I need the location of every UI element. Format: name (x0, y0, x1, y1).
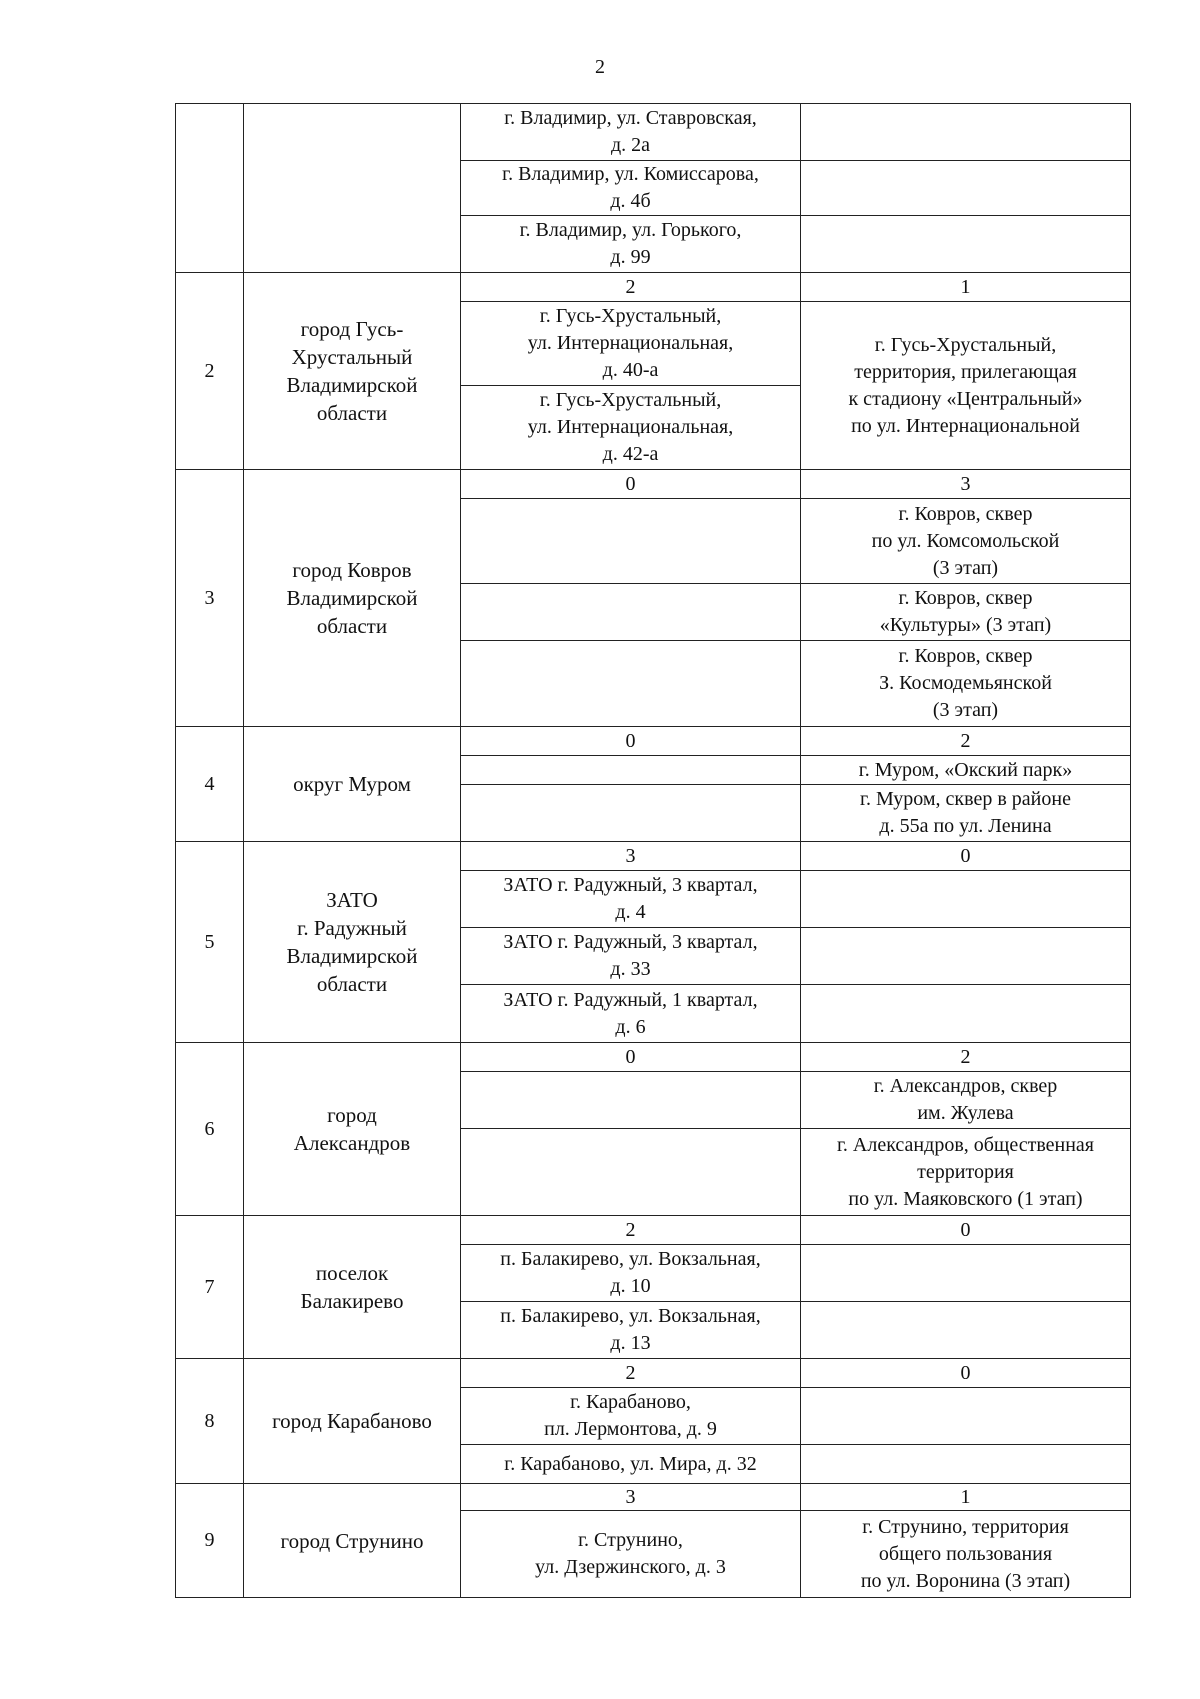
address-cell (461, 1129, 801, 1216)
count-right: 1 (801, 273, 1131, 302)
address-cell: ЗАТО г. Радужный, 1 квартал, д. 6 (461, 985, 801, 1043)
count-left: 0 (461, 1043, 801, 1072)
row-number: 4 (176, 727, 244, 842)
territory-cell (801, 1302, 1131, 1359)
table-row (176, 470, 1131, 499)
address-cell (461, 1072, 801, 1129)
municipality-name: город Ковров Владимирской области (244, 470, 461, 727)
address-cell (461, 499, 801, 584)
territory-cell (801, 1388, 1131, 1445)
territory-cell: г. Александров, сквер им. Жулева (801, 1072, 1131, 1129)
count-right: 0 (801, 1216, 1131, 1245)
municipality-name: город Струнино (244, 1484, 461, 1598)
address-cell: п. Балакирево, ул. Вокзальная, д. 10 (461, 1245, 801, 1302)
count-left: 2 (461, 1359, 801, 1388)
territory-cell: г. Ковров, сквер по ул. Комсомольской (3 этап) (801, 499, 1131, 584)
territory-cell (801, 871, 1131, 928)
row-number: 8 (176, 1359, 244, 1484)
address-cell: г. Карабаново, пл. Лермонтова, д. 9 (461, 1388, 801, 1445)
count-right: 2 (801, 727, 1131, 756)
count-right: 2 (801, 1043, 1131, 1072)
table-row (176, 842, 1131, 871)
territory-cell (801, 928, 1131, 985)
count-left: 2 (461, 1216, 801, 1245)
page-number: 2 (595, 56, 605, 78)
table-row (176, 1359, 1131, 1388)
address-cell: г. Гусь-Хрустальный, ул. Интернациональная, д. 40-а (461, 302, 801, 386)
table-row (176, 1043, 1131, 1072)
territory-cell (801, 985, 1131, 1043)
municipality-name: город Гусь- Хрустальный Владимирской области (244, 273, 461, 470)
count-right: 0 (801, 1359, 1131, 1388)
territory-cell: г. Ковров, сквер «Культуры» (3 этап) (801, 584, 1131, 641)
territory-cell (801, 1245, 1131, 1302)
count-left: 0 (461, 470, 801, 499)
municipality-name: ЗАТО г. Радужный Владимирской области (244, 842, 461, 1043)
address-cell (461, 785, 801, 842)
territory-cell (801, 161, 1131, 216)
municipality-name: поселок Балакирево (244, 1216, 461, 1359)
address-cell: г. Струнино, ул. Дзержинского, д. 3 (461, 1511, 801, 1598)
address-cell: ЗАТО г. Радужный, 3 квартал, д. 4 (461, 871, 801, 928)
address-cell: г. Гусь-Хрустальный, ул. Интернациональная, д. 42-а (461, 386, 801, 470)
address-cell (461, 584, 801, 641)
territory-cell (801, 104, 1131, 161)
address-cell: п. Балакирево, ул. Вокзальная, д. 13 (461, 1302, 801, 1359)
address-cell: г. Карабаново, ул. Мира, д. 32 (461, 1445, 801, 1484)
territory-cell: г. Гусь-Хрустальный, территория, прилегающая к стадиону «Центральный» по ул. Интернациональной (801, 302, 1131, 470)
count-right: 0 (801, 842, 1131, 871)
territory-cell: г. Александров, общественная территория по ул. Маяковского (1 этап) (801, 1129, 1131, 1216)
territory-cell: г. Струнино, территория общего пользования по ул. Воронина (3 этап) (801, 1511, 1131, 1598)
territory-cell: г. Муром, «Окский парк» (801, 756, 1131, 785)
address-cell: ЗАТО г. Радужный, 3 квартал, д. 33 (461, 928, 801, 985)
table-row (176, 1216, 1131, 1245)
municipality-name (244, 104, 461, 273)
address-cell: г. Владимир, ул. Горького, д. 99 (461, 216, 801, 273)
address-cell (461, 641, 801, 727)
count-left: 3 (461, 1484, 801, 1511)
row-number (176, 104, 244, 273)
territory-cell: г. Ковров, сквер З. Космодемьянской (3 этап) (801, 641, 1131, 727)
municipality-name: город Карабаново (244, 1359, 461, 1484)
table-row (176, 104, 1131, 161)
address-cell (461, 756, 801, 785)
municipality-name: округ Муром (244, 727, 461, 842)
address-cell: г. Владимир, ул. Комиссарова, д. 4б (461, 161, 801, 216)
count-left: 0 (461, 727, 801, 756)
row-number: 7 (176, 1216, 244, 1359)
table-row (176, 273, 1131, 302)
municipality-name: город Александров (244, 1043, 461, 1216)
row-number: 9 (176, 1484, 244, 1598)
row-number: 2 (176, 273, 244, 470)
address-cell: г. Владимир, ул. Ставровская, д. 2а (461, 104, 801, 161)
municipality-table (175, 103, 1131, 1598)
row-number: 3 (176, 470, 244, 727)
table-row (176, 1484, 1131, 1511)
count-right: 1 (801, 1484, 1131, 1511)
table-row (176, 727, 1131, 756)
row-number: 6 (176, 1043, 244, 1216)
row-number: 5 (176, 842, 244, 1043)
territory-cell (801, 1445, 1131, 1484)
count-left: 3 (461, 842, 801, 871)
count-right: 3 (801, 470, 1131, 499)
count-left: 2 (461, 273, 801, 302)
territory-cell (801, 216, 1131, 273)
territory-cell: г. Муром, сквер в районе д. 55а по ул. Ленина (801, 785, 1131, 842)
